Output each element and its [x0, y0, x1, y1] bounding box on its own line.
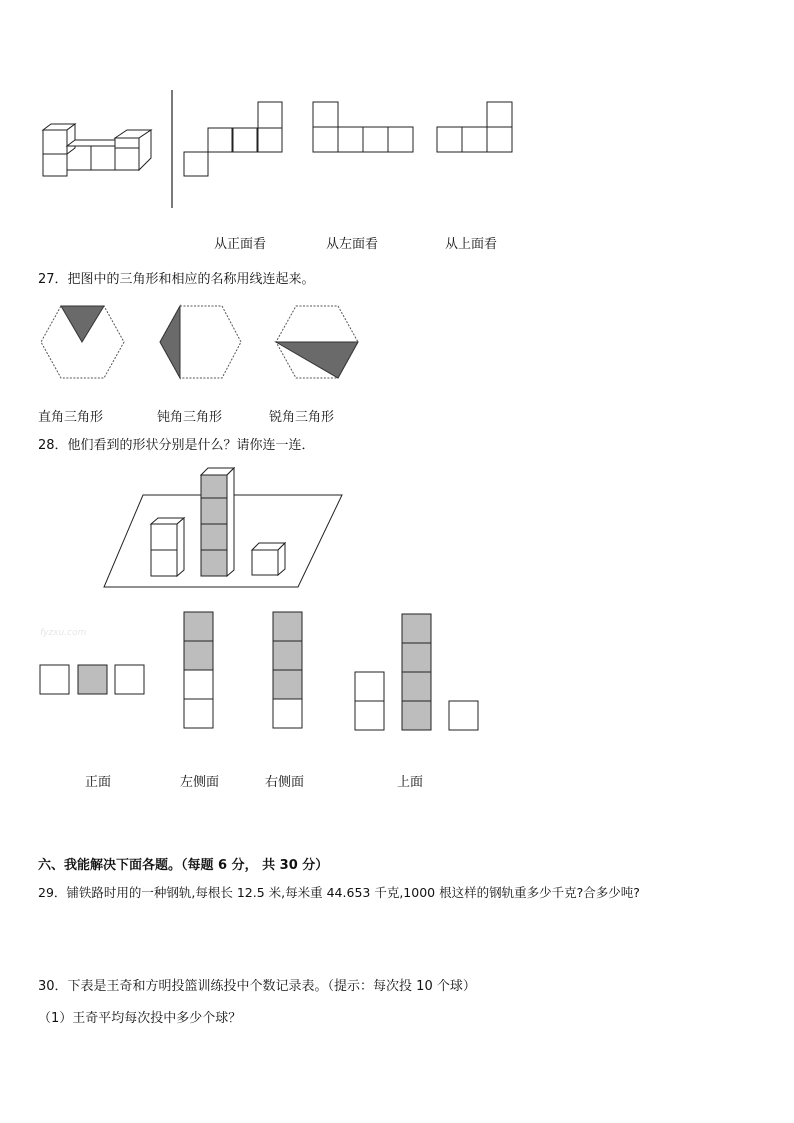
q30-subquestion-1: （1）王奇平均每次投中多少个球？ [38, 1011, 242, 1026]
q28-label-front: 正面 [85, 775, 112, 790]
section6-heading: 六、我能解决下面各题。（每题 6 分， 共 30 分） [38, 858, 329, 873]
q26-view-left: 从左面看 [326, 237, 379, 252]
q28-label-left-side: 左侧面 [180, 775, 220, 790]
q27-name-right-triangle: 直角三角形 [38, 410, 104, 425]
q29-question: 29．铺铁路时用的一种钢轨,每根长 12.5 米,每米重 44.653 千克,1000 根这样的钢轨重多少千克?合多少吨? [38, 885, 640, 900]
q27-name-obtuse-triangle: 钝角三角形 [157, 410, 223, 425]
q28-label-top: 上面 [397, 775, 424, 790]
q28-label-right-side: 右侧面 [265, 775, 305, 790]
q26-view-front: 从正面看 [214, 237, 267, 252]
q27-question: 27．把图中的三角形和相应的名称用线连起来。 [38, 272, 315, 287]
q26-view-top: 从上面看 [445, 237, 498, 252]
q30-question: 30．下表是王奇和方明投篮训练投中个数记录表。（提示：每次投 10 个球） [38, 979, 476, 994]
q27-name-acute-triangle: 锐角三角形 [269, 410, 335, 425]
watermark: fyzxu.com [40, 628, 87, 638]
q28-question: 28．他们看到的形状分别是什么？请你连一连． [38, 438, 315, 453]
